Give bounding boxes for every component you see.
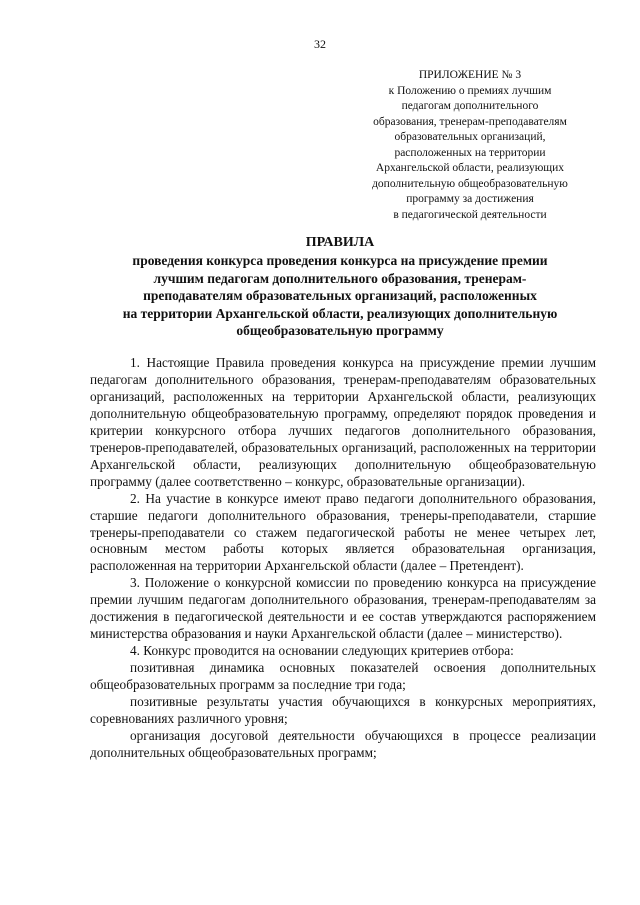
title-line: проведения конкурса проведения конкурса на присуждение премии (132, 253, 548, 268)
appendix-line: дополнительную общеобразовательную (372, 177, 568, 190)
title-line: общеобразовательную программу (236, 323, 444, 338)
criterion-item: позитивные результаты участия обучающихся в конкурсных мероприятиях, соревнованиях различного уровня; (90, 694, 596, 727)
appendix-line: к Положению о премиях лучшим (388, 84, 552, 97)
paragraph-1: 1. Настоящие Правила проведения конкурса на присуждение премии лучшим педагогам дополнительного образования, тренерам-преподавателям образовательных организаций, расположенных на территории Архангельской области, реализующих дополнительную общеобразовательную программу, определяют порядок проведения и критерии конкурсного отбора лучших педагогов дополнительного образования, тренеров-преподавателей, образовательных организаций, расположенных на территории Архангельской области, реализующих дополнительную общеобразовательную программу (далее соответственно – конкурс, образовательные организации). (90, 355, 596, 489)
appendix-line: Архангельской области, реализующих (375, 162, 565, 174)
document-title (70, 234, 610, 340)
appendix-line: педагогам дополнительного (401, 100, 539, 112)
appendix-line: расположенных на территории (394, 146, 546, 159)
appendix-line: ПРИЛОЖЕНИЕ № 3 (418, 69, 522, 81)
appendix-header (340, 68, 600, 223)
paragraph-4: 4. Конкурс проводится на основании следующих критериев отбора: (130, 643, 514, 659)
appendix-line: в педагогической деятельности (393, 208, 547, 221)
document-body (90, 355, 596, 762)
paragraph-3: 3. Положение о конкурсной комиссии по проведению конкурса на присуждение премии лучшим педагогам дополнительного образования, тренерам-преподавателям за достижения в педагогической деятельности и ее состав утверждаются распоряжением министерства образования и науки Архангельской области (далее – министерство). (90, 575, 596, 642)
title-line: лучшим педагогам дополнительного образования, тренерам- (153, 270, 527, 286)
criterion-item: организация досуговой деятельности обучающихся в процессе реализации дополнительных общеобразовательных программ; (90, 727, 596, 760)
appendix-line: образовательных организаций, (394, 131, 546, 143)
title-line: на территории Архангельской области, реализующих дополнительную (122, 305, 558, 321)
title-main: ПРАВИЛА (305, 235, 375, 250)
criterion-item: позитивная динамика основных показателей освоения дополнительных общеобразовательных программ за последние три года; (90, 660, 596, 693)
paragraph-2: 2. На участие в конкурсе имеют право педагоги дополнительного образования, старшие педагоги дополнительного образования, тренеры-преподаватели, старшие тренеры-преподаватели со стажем педагогической работы не менее четырех лет, основным местом работы которых является образовательная организация, расположенная на территории Архангельской области (далее – Претендент). (90, 490, 596, 574)
page-number: 32 (314, 37, 326, 51)
title-line: преподавателям образовательных организаций, расположенных (143, 288, 537, 303)
appendix-line: образования, тренерам-преподавателям (373, 115, 567, 128)
appendix-line: программу за достижения (406, 193, 534, 205)
